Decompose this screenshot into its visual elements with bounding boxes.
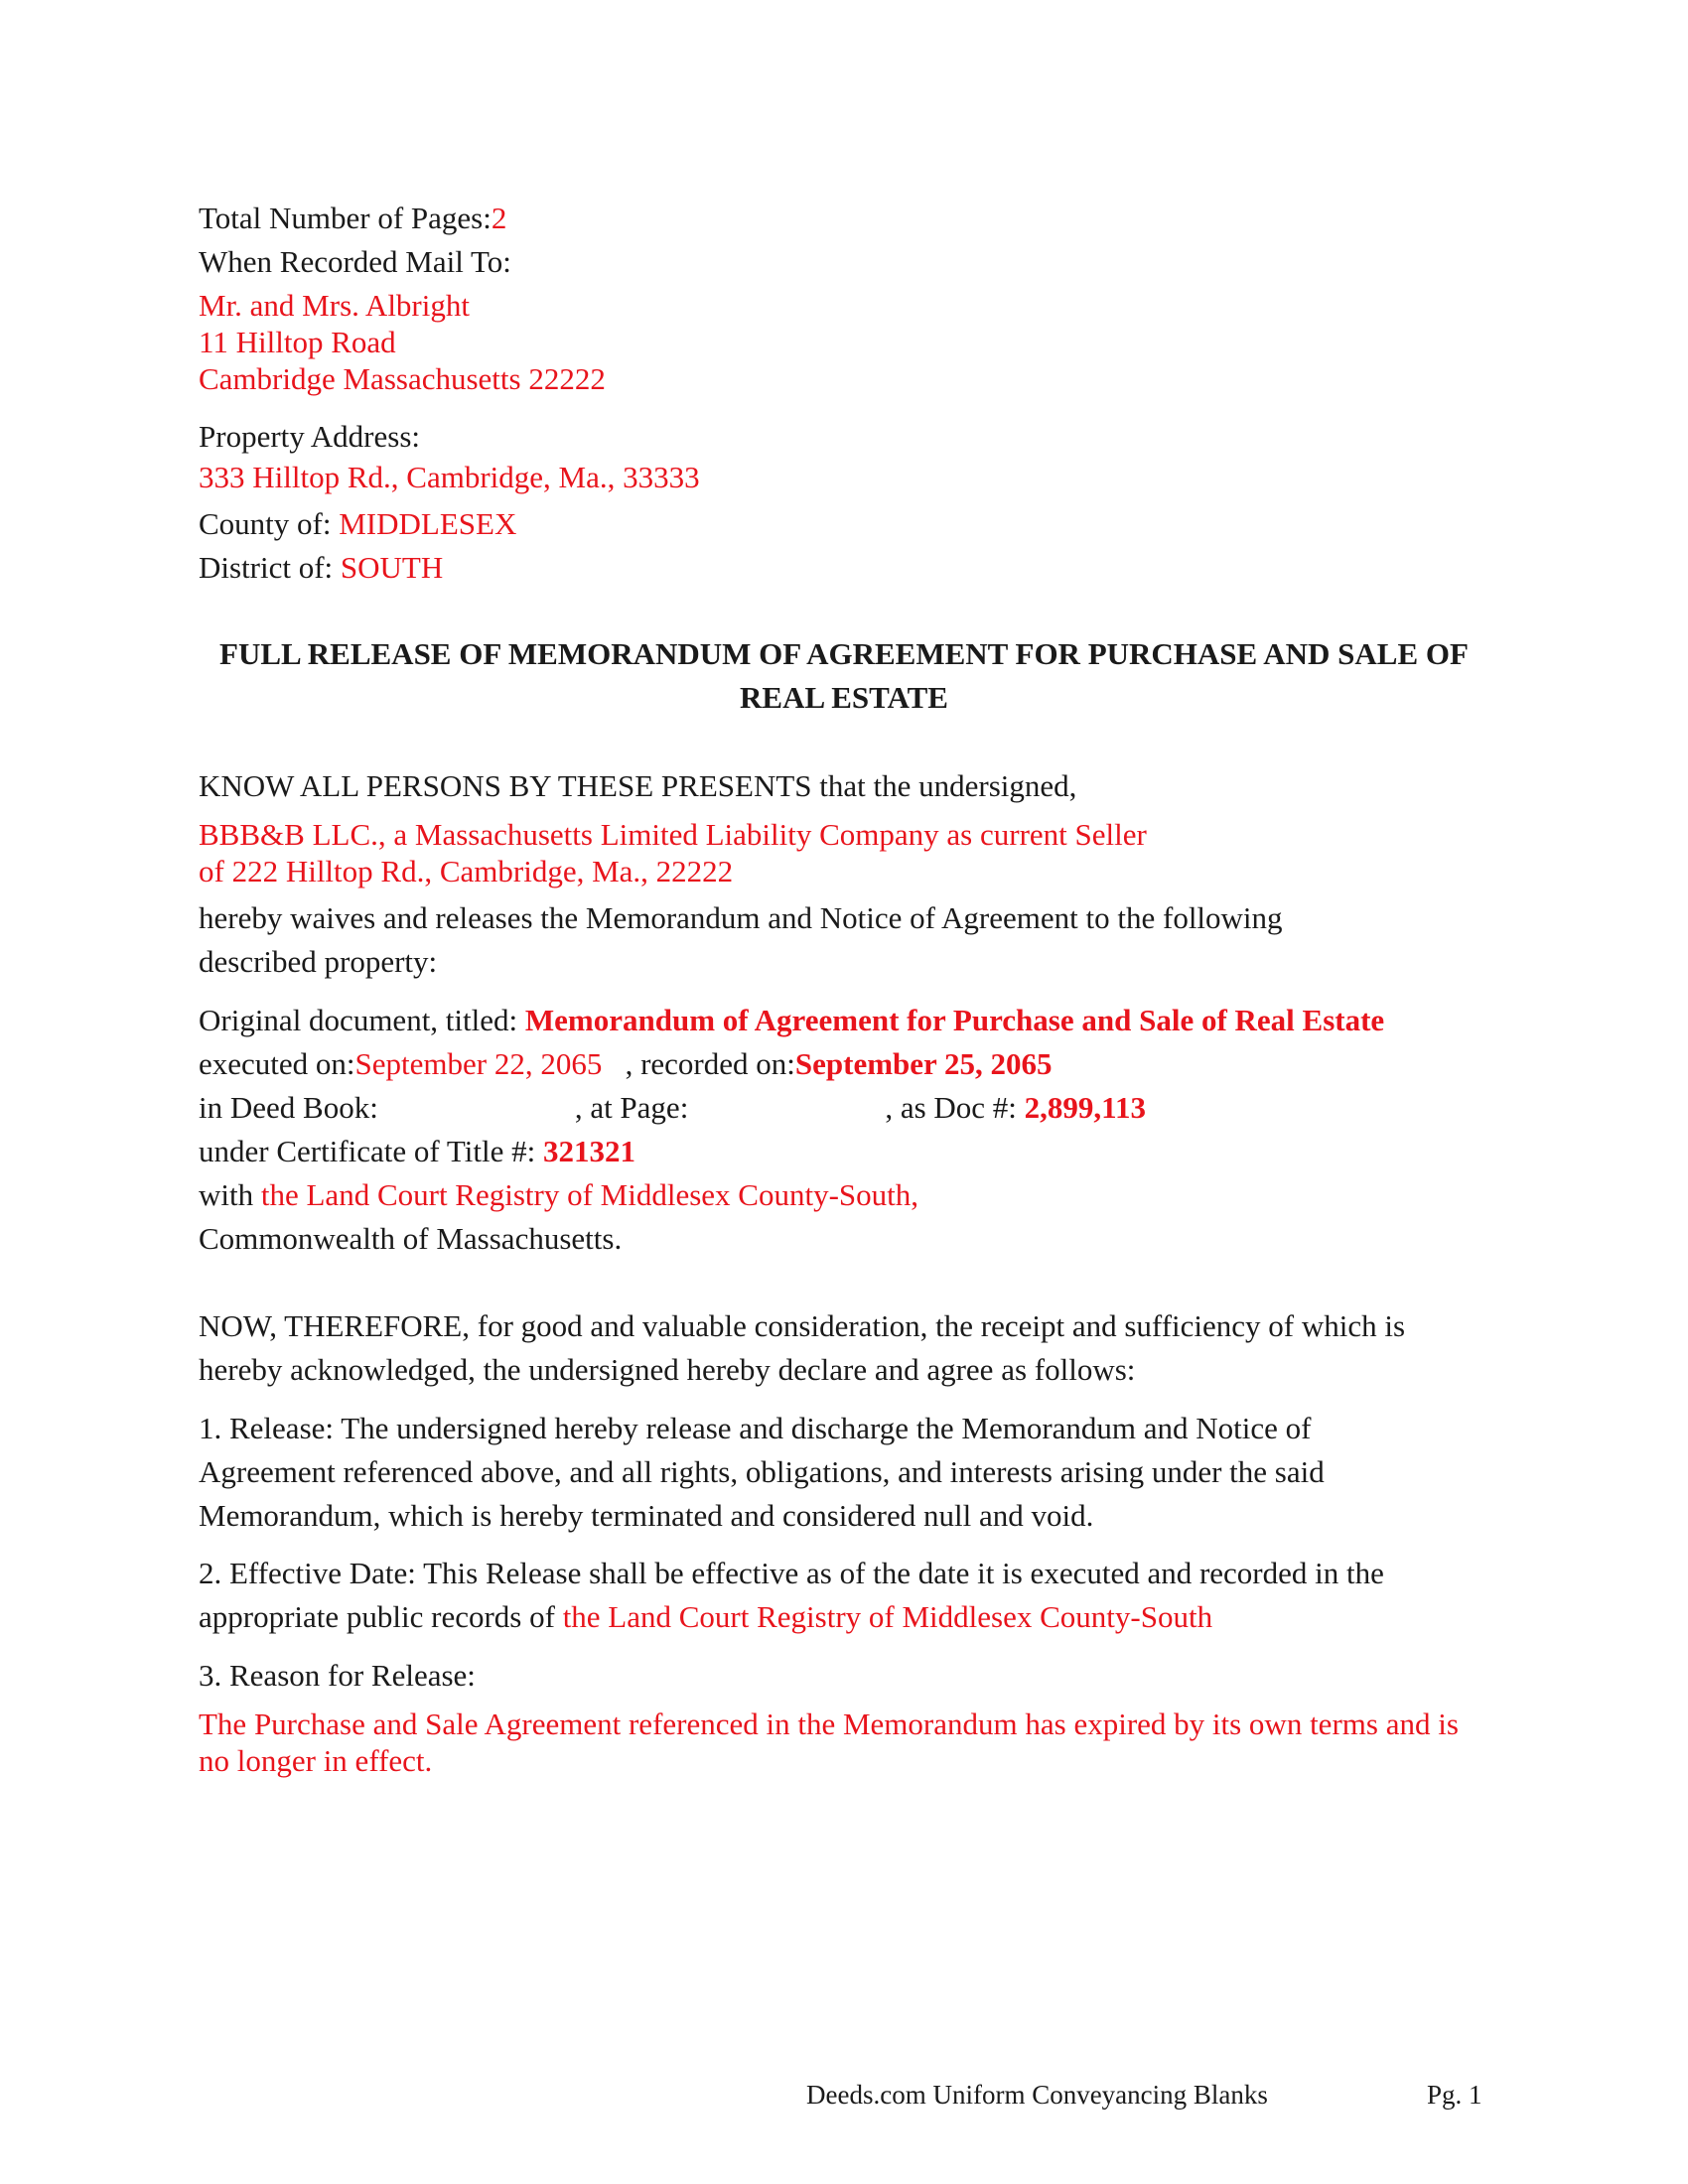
page-label: , at Page: [574, 1090, 689, 1125]
titled-label: Original document, titled: [199, 1003, 518, 1037]
registry-value: the Land Court Registry of Middlesex County-South, [260, 1177, 919, 1212]
reason-label: 3. Reason for Release: [199, 1658, 476, 1693]
recorded-label: , recorded on: [625, 1046, 795, 1081]
total-pages-label: Total Number of Pages: [199, 201, 492, 235]
total-pages-value: 2 [491, 201, 507, 235]
commonwealth-line: Commonwealth of Massachusetts. [199, 1221, 623, 1256]
district-line [199, 546, 1509, 590]
doc-label: , as Doc #: [885, 1090, 1017, 1125]
total-pages-line [199, 197, 1509, 240]
executed-line [199, 1042, 1509, 1086]
district-value: SOUTH [340, 550, 444, 585]
county-line [199, 502, 1509, 546]
county-value: MIDDLESEX [339, 506, 517, 541]
item-release: 1. Release: The undersigned hereby release and discharge the Memorandum and Notice of Agreement referenced above, and all rights, obligations, and interests arising under the said Memorandum, which is hereby terminated and considered null and void. [199, 1411, 1325, 1533]
executed-label: executed on: [199, 1046, 355, 1081]
footer-page-number: Pg. 1 [1427, 2080, 1482, 2110]
recorded-value: September 25, 2065 [794, 1046, 1053, 1081]
effective-date-registry: the Land Court Registry of Middlesex County-South [562, 1599, 1213, 1634]
footer-brand: Deeds.com Uniform Conveyancing Blanks [806, 2080, 1268, 2110]
certificate-value: 321321 [542, 1134, 635, 1168]
effective-date-text: 2. Effective Date: This Release shall be effective as of the date it is executed and recorded in the appropriate public records of [199, 1556, 1384, 1634]
waiver-text: hereby waives and releases the Memorandum and Notice of Agreement to the following described property: [199, 900, 1283, 979]
deed-book-label: in Deed Book: [199, 1090, 378, 1125]
party-line: BBB&B LLC., a Massachusetts Limited Liability Company as current Seller [199, 817, 1147, 852]
mail-to-address [199, 287, 1509, 397]
certificate-line [199, 1130, 1509, 1173]
now-therefore-paragraph: NOW, THEREFORE, for good and valuable consideration, the receipt and sufficiency of which is hereby acknowledged, the undersigned hereby declare and agree as follows: [199, 1308, 1406, 1387]
mail-to-label: When Recorded Mail To: [199, 244, 511, 279]
reason-text: The Purchase and Sale Agreement referenced in the Memorandum has expired by its own terms and is no longer in effect. [199, 1706, 1459, 1778]
executed-value: September 22, 2065 [354, 1046, 603, 1081]
item-effective-date [199, 1552, 1499, 1639]
doc-value: 2,899,113 [1024, 1090, 1146, 1125]
mail-to-line: 11 Hilltop Road [199, 325, 396, 359]
county-label: County of: [199, 506, 332, 541]
property-address-label: Property Address: [199, 419, 421, 454]
with-label: with [199, 1177, 254, 1212]
deed-book-line [199, 1086, 1509, 1130]
mail-to-line: Mr. and Mrs. Albright [199, 288, 470, 323]
party-block [199, 816, 1509, 889]
property-address-value: 333 Hilltop Rd., Cambridge, Ma., 33333 [199, 460, 700, 494]
registry-line [199, 1173, 1509, 1217]
district-label: District of: [199, 550, 334, 585]
titled-value: Memorandum of Agreement for Purchase and Sale of Real Estate [524, 1003, 1385, 1037]
certificate-label: under Certificate of Title #: [199, 1134, 536, 1168]
document-title: FULL RELEASE OF MEMORANDUM OF AGREEMENT FOR PURCHASE AND SALE OF REAL ESTATE [219, 636, 1469, 715]
intro-text: KNOW ALL PERSONS BY THESE PRESENTS that the undersigned, [199, 768, 1077, 803]
titled-line [199, 999, 1509, 1042]
party-line: of 222 Hilltop Rd., Cambridge, Ma., 22222 [199, 854, 734, 888]
mail-to-line: Cambridge Massachusetts 22222 [199, 361, 606, 396]
